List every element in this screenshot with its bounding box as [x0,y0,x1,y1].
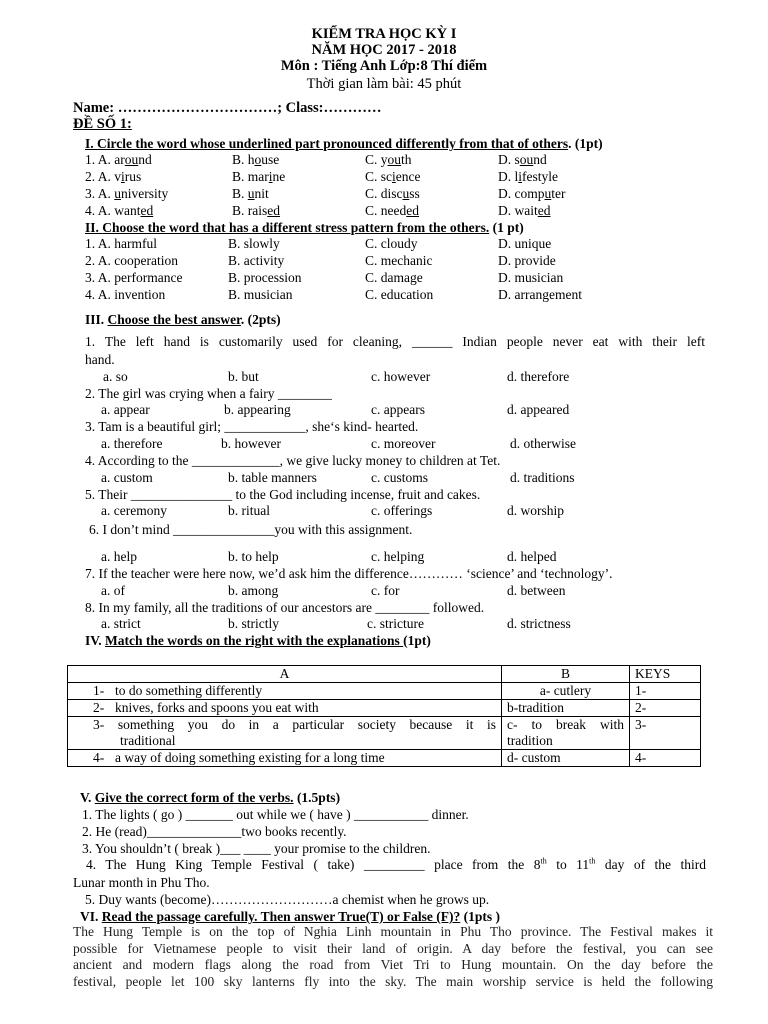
table-row: 2- knives, forks and spoons you eat with b-tradition 2- [68,700,701,717]
answer-options: a. of b. among c. for d. between [101,583,566,598]
question-text: 2. The girl was crying when a fairy ________ [85,386,332,401]
answer-options: a. appear b. appearing c. appears d. appeared [101,402,570,417]
question-text: 6. I don’t mind _______________you with this assignment. [89,522,413,537]
section-5-title: V. Give the correct form of the verbs. (1.5pts) [80,790,341,805]
section-6-title: VI. Read the passage carefully. Then answer True(T) or False (F)? (1pts ) [80,909,501,924]
column-header-a: A [68,666,502,683]
school-year: NĂM HỌC 2017 - 2018 [311,42,457,58]
question-text: 1. The lights ( go ) _______ out while we ( have ) ___________ dinner. [82,807,469,822]
name-class-line: Name: ……………………………; Class:………… [73,100,382,116]
answer-options: a. therefore b. however c. moreover d. otherwise [101,436,576,451]
question-text: 7. If the teacher were here now, we’d ask him the difference………… ‘science’ and ‘technology’. [85,566,613,581]
answer-options: a. so b. but c. however d. therefore [103,369,570,384]
column-header-keys: KEYS [630,666,701,683]
question-text: Lunar month in Phu Tho. [73,875,210,890]
passage-line: possible for Vietnamese people to visit their land of origin. A day before the festival, you can see [73,940,713,956]
passage-line: The Hung Temple is on the top of Nghia Linh mountain in Phu Tho province. The Festival makes it [73,924,713,939]
answer-options: a. custom b. table manners c. customs d. traditions [101,470,575,485]
section-1-q4: 4. A. wanted B. raised C. needed D. waited [85,203,551,218]
section-2-row: 2. A. cooperation B. activity C. mechanic D. provide [85,253,556,268]
section-1-q3: 3. A. university B. unit C. discuss D. computer [85,186,566,201]
question-text: 4. The Hung King Temple Festival ( take) _________ place from the 8th to 11th day of the third [86,856,706,872]
matching-table [67,665,701,767]
answer-options: a. ceremony b. ritual c. offerings d. worship [101,503,564,518]
answer-options: a. strict b. strictly c. stricture d. strictness [101,616,571,631]
question-text: 8. In my family, all the traditions of our ancestors are ________ followed. [85,600,485,615]
question-text: 4. According to the _____________, we give lucky money to children at Tet. [85,453,501,468]
table-row: 4- a way of doing something existing for a long time d- custom 4- [68,750,701,767]
section-3-title: III. Choose the best answer. (2pts) [85,312,281,327]
reading-passage [73,924,713,991]
question-text: 3. You shouldn’t ( break )___ ____ your promise to the children. [82,841,431,856]
passage-line: festival, people let 100 sky lanterns fly into the sky. The main worship service is held the following [73,974,713,990]
section-2-title: II. Choose the word that has a different stress pattern from the others. (1 pt) [85,220,524,235]
column-header-b: B [502,666,630,683]
question-text: 5. Duy wants (become)………………………a chemist when he grows up. [85,892,490,907]
section-1-title: I. Circle the word whose underlined part pronounced differently from that of others. (1pt) [85,136,603,151]
question-text: hand. [85,352,115,367]
passage-line: ancient and modern flags along the road from Viet Tri to Hung mountain. On the day before the [73,957,713,973]
question-text: 3. Tam is a beautiful girl; ____________, she‘s kind- hearted. [85,419,419,434]
table-row: 1- to do something differently a- cutlery 1- [68,683,701,700]
section-2-row: 3. A. performance B. procession C. damage D. musician [85,270,564,285]
table-row: 3- something you do in a particular society because it is traditional c- to break with tradition 3- [68,717,701,750]
subject-line: Môn : Tiếng Anh Lớp:8 Thí điểm [280,58,488,74]
section-1-q1: 1. A. around B. house C. youth D. sound [85,152,547,167]
time-limit: Thời gian làm bài: 45 phút [306,76,462,92]
table-header-row [68,666,701,683]
section-4-title: IV. Match the words on the right with the explanations (1pt) [85,633,431,648]
section-2-row: 1. A. harmful B. slowly C. cloudy D. unique [85,236,552,251]
question-text: 1. The left hand is customarily used for cleaning, ______ Indian people never eat with their left [85,334,705,349]
question-text: 2. He (read)______________two books recently. [82,824,347,839]
answer-options: a. help b. to help c. helping d. helped [101,549,557,564]
exam-number: ĐỀ SỐ 1: [73,116,132,132]
question-text: 5. Their _______________ to the God including incense, fruit and cakes. [85,487,481,502]
section-1-q2: 2. A. virus B. marine C. science D. lifestyle [85,169,559,184]
exam-title: KIỂM TRA HỌC KỲ I [311,26,457,42]
section-2-row: 4. A. invention B. musician C. education D. arrangement [85,287,582,302]
